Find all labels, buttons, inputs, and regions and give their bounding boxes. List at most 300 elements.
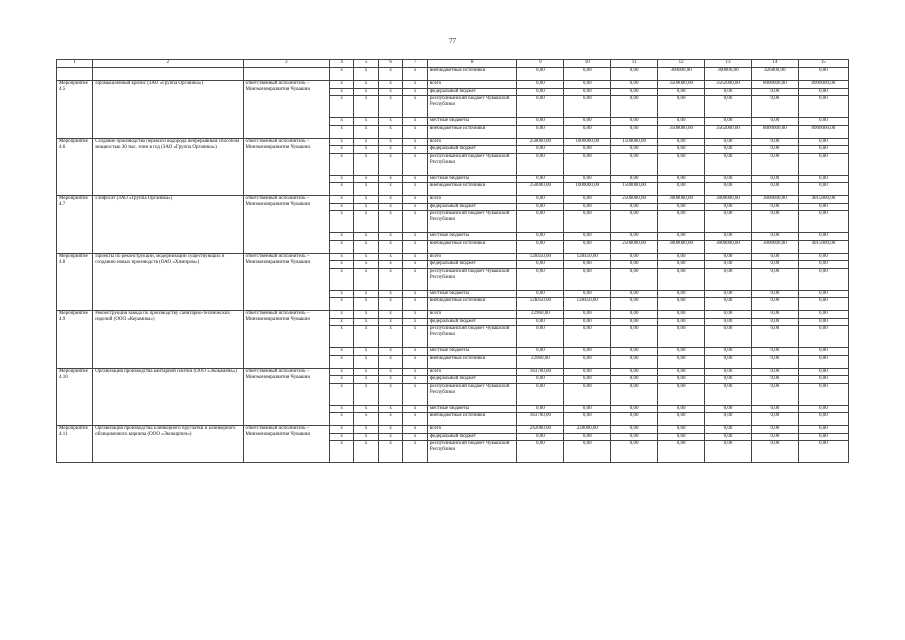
- amount-cell: 0,00: [658, 368, 705, 376]
- amount-cell: 0,00: [658, 326, 705, 348]
- amount-cell: 0,00: [517, 175, 564, 183]
- code-cell: х: [403, 211, 428, 233]
- amount-cell: 0,00: [564, 376, 611, 384]
- code-cell: х: [403, 433, 428, 441]
- amount-cell: 0,00: [658, 146, 705, 154]
- amount-cell: 0,00: [705, 183, 752, 196]
- amount-cell: 0,00: [798, 268, 848, 290]
- amount-cell: 0,00: [658, 96, 705, 118]
- code-cell: х: [329, 318, 354, 326]
- amount-cell: 0,00: [798, 426, 848, 434]
- amount-cell: 0,00: [705, 146, 752, 154]
- amount-cell: 0,00: [798, 211, 848, 233]
- table-row: [57, 426, 849, 434]
- header-cell: 10: [564, 60, 611, 68]
- funding-source: федеральный бюджет: [427, 376, 517, 384]
- amount-cell: 0,00: [798, 88, 848, 96]
- amount-cell: 0,00: [611, 311, 658, 319]
- amount-cell: 0,00: [611, 68, 658, 81]
- code-cell: х: [378, 68, 403, 81]
- event-code: [57, 68, 93, 81]
- amount-cell: 0,00: [751, 376, 798, 384]
- amount-cell: 0,00: [705, 326, 752, 348]
- amount-cell: 0,00: [798, 138, 848, 146]
- amount-cell: 0,00: [751, 290, 798, 298]
- amount-cell: 0,00: [517, 68, 564, 81]
- event-name: Создание производства перекиси водорода непрерывным способом мощностью 30 тыс. тонн в год (ЗАО «Группа Органика»): [93, 138, 243, 196]
- amount-cell: 22960,00: [517, 355, 564, 368]
- amount-cell: 0,00: [705, 318, 752, 326]
- amount-cell: 300000,00: [705, 68, 752, 81]
- amount-cell: 0,00: [517, 326, 564, 348]
- code-cell: х: [329, 376, 354, 384]
- amount-cell: 0,00: [611, 433, 658, 441]
- amount-cell: 128450,00: [564, 253, 611, 261]
- amount-cell: 0,00: [751, 88, 798, 96]
- amount-cell: 0,00: [517, 233, 564, 241]
- code-cell: х: [378, 253, 403, 261]
- amount-cell: 0,00: [564, 196, 611, 204]
- funding-source: внебюджетные источники: [427, 125, 517, 138]
- code-cell: х: [403, 68, 428, 81]
- amount-cell: 0,00: [658, 376, 705, 384]
- amount-cell: 8900000,00: [798, 125, 848, 138]
- amount-cell: 183700,00: [517, 368, 564, 376]
- funding-source: всего: [427, 368, 517, 376]
- code-cell: х: [378, 146, 403, 154]
- code-cell: х: [354, 81, 379, 89]
- code-cell: х: [354, 348, 379, 356]
- amount-cell: 0,00: [564, 433, 611, 441]
- header-cell: 13: [705, 60, 752, 68]
- code-cell: х: [354, 376, 379, 384]
- amount-cell: 0,00: [751, 298, 798, 311]
- code-cell: х: [378, 413, 403, 426]
- code-cell: х: [403, 96, 428, 118]
- table-row: [57, 196, 849, 204]
- funding-source: всего: [427, 81, 517, 89]
- amount-cell: 0,00: [751, 383, 798, 405]
- event-name: Реконструкция завода по производству санитарно-технических изделий (ООО «Керамика»): [93, 311, 243, 369]
- amount-cell: 1500000,00: [611, 138, 658, 146]
- code-cell: х: [403, 426, 428, 434]
- funding-source: внебюджетные источники: [427, 355, 517, 368]
- code-cell: х: [378, 376, 403, 384]
- amount-cell: 0,00: [564, 68, 611, 81]
- header-cell: 5: [354, 60, 379, 68]
- amount-cell: 0,00: [658, 203, 705, 211]
- code-cell: х: [403, 311, 428, 319]
- amount-cell: 0,00: [705, 383, 752, 405]
- code-cell: х: [329, 146, 354, 154]
- amount-cell: 0,00: [611, 326, 658, 348]
- funding-source: республиканский бюджет Чувашской Республики: [427, 383, 517, 405]
- amount-cell: 0,00: [705, 211, 752, 233]
- amount-cell: 0,00: [611, 376, 658, 384]
- amount-cell: 183700,00: [517, 413, 564, 426]
- amount-cell: 0,00: [705, 433, 752, 441]
- amount-cell: 0,00: [517, 290, 564, 298]
- amount-cell: 0,00: [798, 146, 848, 154]
- amount-cell: 0,00: [658, 211, 705, 233]
- amount-cell: 0,00: [611, 426, 658, 434]
- amount-cell: 0,00: [751, 348, 798, 356]
- code-cell: х: [378, 326, 403, 348]
- amount-cell: 0,00: [658, 153, 705, 175]
- amount-cell: 0,00: [611, 146, 658, 154]
- funding-source: внебюджетные источники: [427, 413, 517, 426]
- amount-cell: 0,00: [798, 441, 848, 463]
- code-cell: х: [403, 376, 428, 384]
- code-cell: х: [354, 96, 379, 118]
- code-cell: х: [403, 88, 428, 96]
- code-cell: х: [403, 355, 428, 368]
- amount-cell: 0,00: [658, 383, 705, 405]
- amount-cell: 0,00: [705, 376, 752, 384]
- code-cell: х: [329, 196, 354, 204]
- code-cell: х: [329, 441, 354, 463]
- code-cell: х: [403, 125, 428, 138]
- responsible: ответственный исполнитель – Минэкономразвития Чувашии: [243, 253, 329, 311]
- amount-cell: 0,00: [611, 298, 658, 311]
- code-cell: х: [354, 311, 379, 319]
- code-cell: х: [329, 118, 354, 126]
- amount-cell: 0,00: [751, 175, 798, 183]
- funding-source: федеральный бюджет: [427, 318, 517, 326]
- code-cell: х: [354, 118, 379, 126]
- code-cell: х: [329, 125, 354, 138]
- code-cell: х: [354, 203, 379, 211]
- amount-cell: 0,00: [798, 383, 848, 405]
- amount-cell: 0,00: [564, 88, 611, 96]
- amount-cell: 0,00: [611, 441, 658, 463]
- code-cell: х: [354, 413, 379, 426]
- amount-cell: 0,00: [564, 348, 611, 356]
- amount-cell: 0,00: [564, 355, 611, 368]
- amount-cell: 0,00: [705, 298, 752, 311]
- amount-cell: 0,00: [751, 183, 798, 196]
- event-code: Мероприятие 4.8: [57, 253, 93, 311]
- funding-source: республиканский бюджет Чувашской Республики: [427, 326, 517, 348]
- code-cell: х: [403, 203, 428, 211]
- funding-source: всего: [427, 426, 517, 434]
- amount-cell: 0,00: [564, 290, 611, 298]
- amount-cell: 0,00: [798, 318, 848, 326]
- table-row: [57, 81, 849, 89]
- amount-cell: 0,00: [564, 311, 611, 319]
- code-cell: х: [354, 318, 379, 326]
- amount-cell: 0,00: [658, 355, 705, 368]
- amount-cell: 0,00: [517, 318, 564, 326]
- amount-cell: 3000000,00: [751, 196, 798, 204]
- page-number: 77: [449, 37, 456, 45]
- amount-cell: 0,00: [798, 253, 848, 261]
- code-cell: х: [378, 96, 403, 118]
- code-cell: х: [354, 175, 379, 183]
- code-cell: х: [378, 268, 403, 290]
- code-cell: х: [403, 368, 428, 376]
- amount-cell: 0,00: [705, 413, 752, 426]
- funding-source: всего: [427, 196, 517, 204]
- amount-cell: 0,00: [611, 81, 658, 89]
- code-cell: х: [378, 240, 403, 253]
- header-cell: 1: [57, 60, 93, 68]
- code-cell: х: [403, 196, 428, 204]
- code-cell: х: [329, 88, 354, 96]
- amount-cell: 0,00: [564, 405, 611, 413]
- amount-cell: 0,00: [564, 368, 611, 376]
- amount-cell: 0,00: [705, 348, 752, 356]
- funding-source: федеральный бюджет: [427, 88, 517, 96]
- table-row: [57, 311, 849, 319]
- amount-cell: 3562000,00: [705, 125, 752, 138]
- amount-cell: 4015000,00: [798, 240, 848, 253]
- code-cell: х: [378, 441, 403, 463]
- funding-source: республиканский бюджет Чувашской Республики: [427, 96, 517, 118]
- code-cell: х: [378, 118, 403, 126]
- amount-cell: 1500000,00: [611, 183, 658, 196]
- amount-cell: 128450,00: [517, 253, 564, 261]
- amount-cell: 3000000,00: [705, 196, 752, 204]
- amount-cell: 0,00: [658, 138, 705, 146]
- code-cell: х: [329, 240, 354, 253]
- amount-cell: 0,00: [658, 183, 705, 196]
- amount-cell: 3000000,00: [658, 196, 705, 204]
- code-cell: х: [329, 183, 354, 196]
- amount-cell: 0,00: [658, 233, 705, 241]
- code-cell: х: [354, 138, 379, 146]
- amount-cell: 0,00: [751, 318, 798, 326]
- amount-cell: 0,00: [517, 433, 564, 441]
- amount-cell: 228000,00: [564, 426, 611, 434]
- code-cell: х: [354, 211, 379, 233]
- amount-cell: 250000,00: [517, 183, 564, 196]
- amount-cell: 0,00: [705, 88, 752, 96]
- code-cell: х: [329, 203, 354, 211]
- amount-cell: 0,00: [798, 433, 848, 441]
- code-cell: х: [403, 240, 428, 253]
- amount-cell: 0,00: [611, 318, 658, 326]
- code-cell: х: [403, 118, 428, 126]
- code-cell: х: [403, 290, 428, 298]
- amount-cell: 3500000,00: [658, 81, 705, 89]
- code-cell: х: [329, 298, 354, 311]
- amount-cell: 0,00: [517, 261, 564, 269]
- amount-cell: 0,00: [564, 413, 611, 426]
- table-row: [57, 253, 849, 261]
- amount-cell: 0,00: [564, 203, 611, 211]
- header-cell: 14: [751, 60, 798, 68]
- funding-source: всего: [427, 253, 517, 261]
- amount-cell: 0,00: [611, 253, 658, 261]
- amount-cell: 0,00: [751, 441, 798, 463]
- amount-cell: 0,00: [517, 211, 564, 233]
- amount-cell: 0,00: [517, 240, 564, 253]
- funding-source: всего: [427, 311, 517, 319]
- amount-cell: 0,00: [564, 318, 611, 326]
- code-cell: х: [329, 81, 354, 89]
- event-code: Мероприятие 4.10: [57, 368, 93, 426]
- amount-cell: 0,00: [517, 268, 564, 290]
- amount-cell: 22960,00: [517, 311, 564, 319]
- amount-cell: 0,00: [705, 405, 752, 413]
- code-cell: х: [354, 88, 379, 96]
- code-cell: х: [378, 433, 403, 441]
- amount-cell: 0,00: [705, 233, 752, 241]
- code-cell: х: [354, 368, 379, 376]
- amount-cell: 0,00: [705, 311, 752, 319]
- code-cell: х: [354, 383, 379, 405]
- code-cell: х: [329, 290, 354, 298]
- header-cell: 15: [798, 60, 848, 68]
- responsible: ответственный исполнитель – Минэкономразвития Чувашии: [243, 426, 329, 463]
- amount-cell: 0,00: [658, 311, 705, 319]
- code-cell: х: [354, 196, 379, 204]
- code-cell: х: [329, 326, 354, 348]
- amount-cell: 0,00: [564, 153, 611, 175]
- code-cell: х: [378, 261, 403, 269]
- code-cell: х: [378, 298, 403, 311]
- amount-cell: 0,00: [658, 433, 705, 441]
- code-cell: х: [378, 153, 403, 175]
- amount-cell: 0,00: [658, 261, 705, 269]
- event-code: Мероприятие 4.11: [57, 426, 93, 463]
- code-cell: х: [329, 68, 354, 81]
- amount-cell: 0,00: [798, 118, 848, 126]
- code-cell: х: [354, 68, 379, 81]
- event-name: Глифосат (ЗАО «Группа Органика»): [93, 196, 243, 254]
- amount-cell: 2500000,00: [611, 240, 658, 253]
- responsible: [243, 68, 329, 81]
- code-cell: х: [403, 413, 428, 426]
- funding-source: республиканский бюджет Чувашской Республики: [427, 211, 517, 233]
- code-cell: х: [354, 405, 379, 413]
- amount-cell: 0,00: [751, 413, 798, 426]
- header-cell: 3: [243, 60, 329, 68]
- code-cell: х: [329, 405, 354, 413]
- responsible: ответственный исполнитель – Минэкономразвития Чувашии: [243, 311, 329, 369]
- amount-cell: 0,00: [798, 183, 848, 196]
- code-cell: х: [378, 368, 403, 376]
- amount-cell: 0,00: [658, 290, 705, 298]
- code-cell: х: [329, 355, 354, 368]
- amount-cell: 0,00: [658, 441, 705, 463]
- code-cell: х: [403, 153, 428, 175]
- amount-cell: 0,00: [751, 118, 798, 126]
- amount-cell: 0,00: [798, 355, 848, 368]
- amount-cell: 0,00: [611, 88, 658, 96]
- amount-cell: 0,00: [564, 118, 611, 126]
- event-name: Проекты по реконструкции, модернизации существующих и созданию новых производств (ОАО «Химпром»): [93, 253, 243, 311]
- code-cell: х: [354, 261, 379, 269]
- amount-cell: 0,00: [705, 261, 752, 269]
- amount-cell: 0,00: [705, 268, 752, 290]
- funding-source: республиканский бюджет Чувашской Республики: [427, 268, 517, 290]
- amount-cell: 0,00: [658, 426, 705, 434]
- amount-cell: 0,00: [611, 125, 658, 138]
- amount-cell: 250000,00: [517, 138, 564, 146]
- amount-cell: 0,00: [705, 203, 752, 211]
- amount-cell: 0,00: [751, 146, 798, 154]
- amount-cell: 0,00: [658, 253, 705, 261]
- code-cell: х: [354, 355, 379, 368]
- code-cell: х: [329, 175, 354, 183]
- code-cell: х: [403, 383, 428, 405]
- code-cell: х: [329, 426, 354, 434]
- funding-source: местные бюджеты: [427, 348, 517, 356]
- amount-cell: 3000000,00: [658, 240, 705, 253]
- code-cell: х: [329, 96, 354, 118]
- amount-cell: 0,00: [517, 376, 564, 384]
- header-cell: 4: [329, 60, 354, 68]
- header-cell: 9: [517, 60, 564, 68]
- amount-cell: 0,00: [658, 268, 705, 290]
- code-cell: х: [329, 268, 354, 290]
- amount-cell: 0,00: [751, 326, 798, 348]
- code-cell: х: [329, 368, 354, 376]
- table-row: [57, 368, 849, 376]
- code-cell: х: [329, 348, 354, 356]
- header-cell: 8: [427, 60, 517, 68]
- amount-cell: 128450,00: [517, 298, 564, 311]
- code-cell: х: [329, 138, 354, 146]
- amount-cell: 0,00: [751, 211, 798, 233]
- responsible: ответственный исполнитель – Минэкономразвития Чувашии: [243, 196, 329, 254]
- amount-cell: 0,00: [798, 261, 848, 269]
- header-row: [57, 60, 849, 68]
- header-cell: 11: [611, 60, 658, 68]
- amount-cell: 0,00: [517, 146, 564, 154]
- amount-cell: 0,00: [658, 413, 705, 426]
- amount-cell: 0,00: [658, 298, 705, 311]
- code-cell: х: [354, 125, 379, 138]
- amount-cell: 0,00: [751, 311, 798, 319]
- responsible: ответственный исполнитель – Минэкономразвития Чувашии: [243, 138, 329, 196]
- amount-cell: 8000000,00: [751, 125, 798, 138]
- event-code: Мероприятие 4.5: [57, 81, 93, 139]
- amount-cell: 0,00: [517, 81, 564, 89]
- amount-cell: 0,00: [751, 138, 798, 146]
- amount-cell: 0,00: [751, 368, 798, 376]
- amount-cell: 0,00: [798, 233, 848, 241]
- code-cell: х: [378, 125, 403, 138]
- amount-cell: 0,00: [564, 441, 611, 463]
- amount-cell: 0,00: [798, 376, 848, 384]
- event-code: Мероприятие 4.9: [57, 311, 93, 369]
- responsible: ответственный исполнитель – Минэкономразвития Чувашии: [243, 81, 329, 139]
- code-cell: х: [329, 261, 354, 269]
- amount-cell: 0,00: [751, 96, 798, 118]
- code-cell: х: [378, 405, 403, 413]
- code-cell: х: [354, 146, 379, 154]
- code-cell: х: [354, 268, 379, 290]
- amount-cell: 0,00: [798, 405, 848, 413]
- amount-cell: 8000000,00: [751, 81, 798, 89]
- amount-cell: 3562000,00: [705, 81, 752, 89]
- amount-cell: 0,00: [517, 118, 564, 126]
- code-cell: х: [403, 441, 428, 463]
- code-cell: х: [378, 211, 403, 233]
- amount-cell: 0,00: [517, 348, 564, 356]
- header-cell: 2: [93, 60, 243, 68]
- code-cell: х: [403, 268, 428, 290]
- amount-cell: 128450,00: [564, 298, 611, 311]
- amount-cell: 0,00: [564, 81, 611, 89]
- code-cell: х: [329, 233, 354, 241]
- amount-cell: 0,00: [705, 290, 752, 298]
- amount-cell: 0,00: [751, 261, 798, 269]
- code-cell: х: [354, 441, 379, 463]
